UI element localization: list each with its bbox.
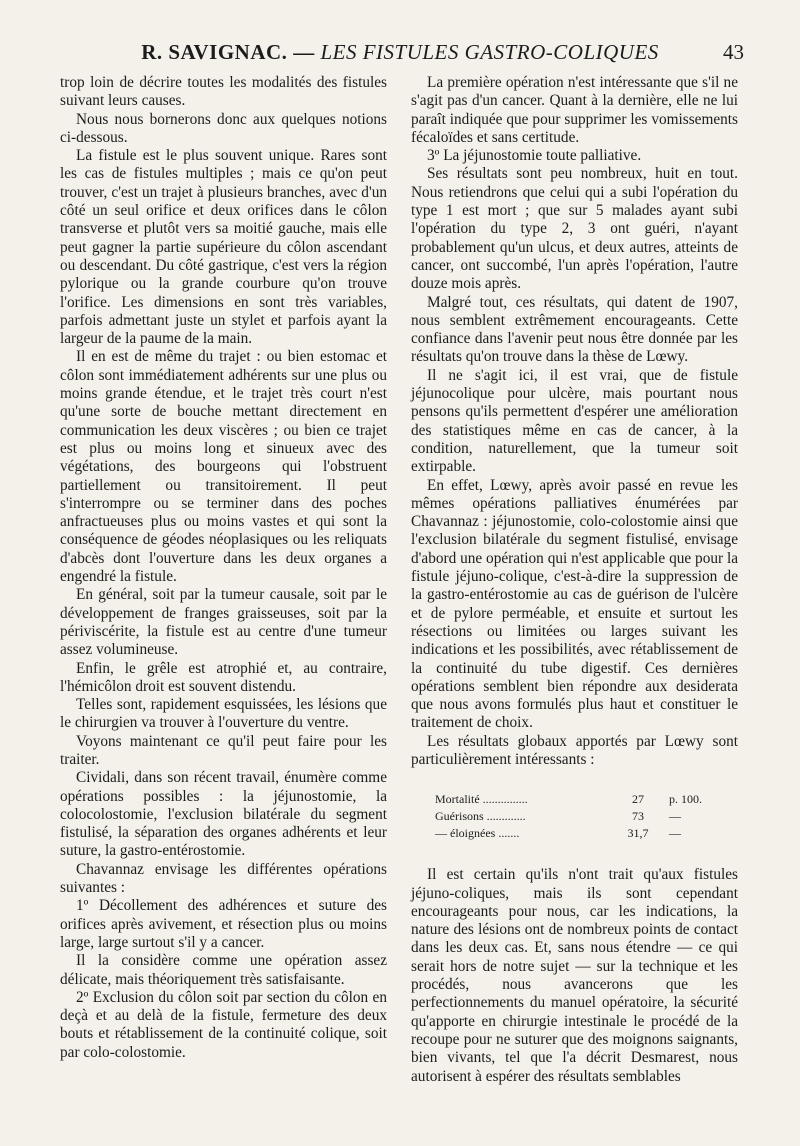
paragraph: En général, soit par la tumeur causale, soit par le développement de franges graisseuses, soit par la périviscérite, la fistule est au centre d'une tumeur assez volumineuse. bbox=[60, 586, 387, 659]
table-cell-unit: — bbox=[669, 826, 681, 841]
table-row bbox=[435, 825, 729, 842]
paragraph: Chavannaz envisage les différentes opérations suivantes : bbox=[60, 860, 387, 897]
paragraph: trop loin de décrire toutes les modalités des fistules suivant leurs causes. bbox=[60, 74, 387, 110]
paragraph: Il en est de même du trajet : ou bien estomac et côlon sont immédiatement adhérents sur une plus ou moins grande étendue, et le trajet très court n'est qu'une sorte de bouche mettant directement en communication les deux viscères ; ou bien ce trajet est plus ou moins long et sinueux avec des végétations, des bourgeons qui l'obstruent partiellement ou transitoirement. Il peut s'interrompre ou se terminer dans des poches anfractueuses plus ou moins vastes et qui sont la conséquence de géodes néoplasiques ou les reliquats d'abcès dont l'ouverture dans les deux organes a engendré la fistule. bbox=[60, 348, 387, 586]
table-row bbox=[435, 791, 729, 808]
table-cell-unit: p. 100. bbox=[669, 792, 702, 807]
running-head-author: R. SAVIGNAC. bbox=[141, 40, 288, 64]
paragraph: Voyons maintenant ce qu'il peut faire pour les traiter. bbox=[60, 732, 387, 768]
paragraph: La première opération n'est intéressante que s'il ne s'agit pas d'un cancer. Quant à la dernière, elle ne lui paraît indiquée que pour supprimer les vomissements fécaloïdes et sans certitude. bbox=[411, 74, 738, 146]
right-column bbox=[411, 74, 738, 1086]
running-head-dash: — bbox=[287, 40, 321, 64]
paragraph: 3º La jéjunostomie toute palliative. bbox=[427, 147, 642, 165]
paragraph: 1º Décollement des adhérences et suture des orifices après avivement, et résection plus ou moins large, large surtout s'il y a cancer. bbox=[60, 897, 387, 951]
paragraph: Telles sont, rapidement esquissées, les lésions que le chirurgien va trouver à l'ouverture du ventre. bbox=[60, 696, 387, 732]
table-row bbox=[435, 808, 729, 825]
table-cell-value: 31,7 bbox=[627, 826, 649, 841]
page-number: 43 bbox=[723, 40, 744, 64]
paragraph: En effet, Lœwy, après avoir passé en revue les mêmes opérations palliatives énumérées par Chavannaz : jéjunostomie, colo-colostomie ainsi que l'exclusion bilatérale du segment fistulisé, envisage d'abord une opération qui n'est applicable que pour la fistule jéjuno-colique, c'est-à-dire la suppression de la gastro-entérostomie au cas de guérison de l'ulcère et de pylore perméable, et ensuite et surtout les résections ou limitées ou larges suivant les indications et les possibilités, avec rétablissement de la continuité du tube digestif. Ces dernières opérations semblent bien répondre aux desiderata que nous avons formulés plus haut et constituer le traitement de choix. bbox=[411, 476, 738, 732]
table-cell-value: 27 bbox=[632, 792, 644, 807]
paragraph: Les résultats globaux apportés par Lœwy sont particulièrement intéressants : bbox=[411, 732, 738, 768]
paragraph: La fistule est le plus souvent unique. Rares sont les cas de fistules multiples ; mais ce qu'on peut trouver, c'est un trajet à plusieurs branches, avec d'un côté un seul orifice et deux orifices dans le côlon transverse et plutôt vers sa moitié gauche, mais elle peut gagner la partie supérieure du côlon ascendant ou descendant. Du côté gastrique, c'est vers la région pylorique ou la grande courbure qu'on trouve l'orifice. Les dimensions en sont très variables, parfois admettant juste un stylet et parfois ayant la largeur de la paume de la main. bbox=[60, 147, 387, 348]
paragraph: Malgré tout, ces résultats, qui datent de 1907, nous semblent extrêmement encourageants. Cette confiance dans l'avenir peut nous être donnée par les résultats qu'on trouve dans la thèse de Lœwy. bbox=[411, 293, 738, 366]
table-cell-label: Mortalité ............... bbox=[435, 792, 528, 807]
table-cell-value: 73 bbox=[632, 809, 644, 824]
body-columns bbox=[60, 74, 738, 1114]
paragraph: Nous nous bornerons donc aux quelques notions ci-dessous. bbox=[60, 110, 387, 146]
table-cell-label: — éloignées ....... bbox=[435, 826, 520, 841]
running-head-title: LES FISTULES GASTRO-COLIQUES bbox=[320, 40, 659, 64]
paragraph: Il la considère comme une opération assez délicate, mais théoriquement très satisfaisante. bbox=[60, 952, 387, 988]
paragraph: Cividali, dans son récent travail, énumère comme opérations possibles : la jéjunostomie, la colocolostomie, l'exclusion bilatérale du segment fistulisé, la séparation des organes adhérents et leur suture, la gastro-entérostomie. bbox=[60, 769, 387, 860]
paragraph: Il ne s'agit ici, il est vrai, que de fistule jéjunocolique pour ulcère, mais pourtant nous pensons qu'ils permettent d'espérer une amélioration des statistiques même en cas de cancer, à la condition, naturellement, que la tumeur soit extirpable. bbox=[411, 366, 738, 476]
paragraph: Il est certain qu'ils n'ont trait qu'aux fistules jéjuno-coliques, mais ils sont cependant encourageants pour nous, car les indications, la nature des lésions ont de nombreux points de contact dans les deux cas. Et, sans nous étendre — ce qui serait hors de notre sujet — sur la technique et les procédés, nous avancerons que les perfectionnements du manuel opératoire, la sécurité qu'apporte en chirurgie intestinale le procédé de la recoupe pour ne suturer que des moignons saignants, bien vivants, tel que l'a décrit Desmarest, nous autorisent à espérer des résultats semblables bbox=[411, 866, 738, 1085]
paragraph: Enfin, le grêle est atrophié et, au contraire, l'hémicôlon droit est souvent distendu. bbox=[60, 659, 387, 695]
results-table-grid bbox=[435, 791, 729, 842]
paragraph: 2º Exclusion du côlon soit par section du côlon en deçà et au delà de la fistule, fermeture des deux bouts et rétablissement de la continuité colique, soit par colo-colostomie. bbox=[60, 988, 387, 1061]
left-column bbox=[60, 74, 387, 1062]
paragraph: Ses résultats sont peu nombreux, huit en tout. Nous retiendrons que celui qui a subi l'opération du type 1 est mort ; que sur 5 malades ayant subi l'opération du type 2, 3 ont guéri, n'ayant probablement qu'un ulcus, et deux autres, atteints de cancer, ont succombé, l'un après l'opération, l'autre douze mois après. bbox=[411, 165, 738, 293]
results-table bbox=[411, 791, 738, 842]
table-cell-label: Guérisons ............. bbox=[435, 809, 526, 824]
table-cell-unit: — bbox=[669, 809, 681, 824]
running-title bbox=[56, 40, 744, 65]
running-head bbox=[56, 40, 744, 70]
